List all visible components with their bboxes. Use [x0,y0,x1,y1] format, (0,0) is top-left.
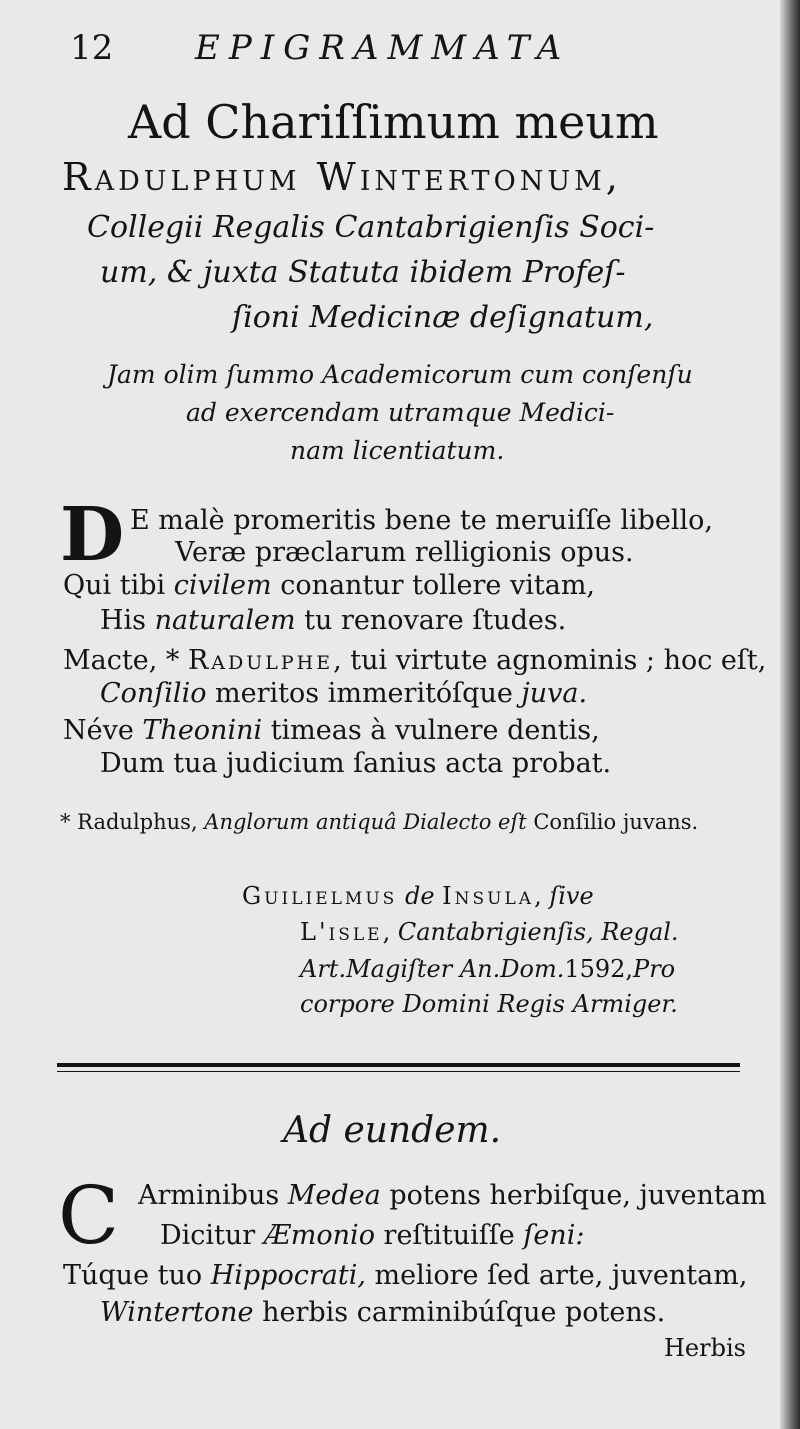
licence-line: ad exercendam utramque Medici- [186,398,615,427]
poem-line: Veræ præclarum relligionis opus. [175,537,634,568]
small-caps-text: L'isle [300,918,383,946]
page-edge [780,0,800,1429]
poem-line: Wintertone herbis carminibúſque potens. [100,1297,666,1328]
italic-text: Anglorum antiquâ Dialecto eſt [204,810,527,834]
poem-line: Qui tibi civilem conantur tollere vitam, [63,570,596,601]
small-caps-text: Insula [442,882,535,910]
italic-text: de [404,882,435,910]
dedication-title: Ad Chariſſimum meum [128,95,659,149]
italic-text: juva. [521,678,588,709]
italic-text: civilem [173,570,272,601]
italic-text: ſeni: [523,1220,585,1251]
section-divider [57,1063,740,1067]
page-number: 12 [70,28,114,68]
poem-line: Dum tua judicium ſanius acta probat. [100,748,612,779]
italic-text: Medea [287,1180,381,1211]
licence-line: nam licentiatum. [290,436,505,465]
dedication-line: Collegii Regalis Cantabrigienſis Soci- [87,210,655,245]
poem-line: Néve Theonini timeas à vulnere dentis, [63,715,600,746]
italic-text: Art.Magiſter An.Dom. [300,955,565,983]
signature-line: Guilielmus de Insula, ſive [242,882,594,910]
poem-line: Macte, * Radulphe, tui virtute agnominis ; hoc eſt, [63,645,767,676]
drop-cap-d: D [60,492,125,578]
licence-line: Jam olim ſummo Academicorum cum conſenſu [107,360,693,389]
italic-text: corpore Domini Regis Armiger. [300,990,678,1018]
signature-line: Art.Magiſter An.Dom.1592,Pro [300,955,676,983]
italic-text: Hippocrati, [210,1260,366,1291]
poem-line: His naturalem tu renovare ſtudes. [100,605,567,636]
italic-text: Theonini [142,715,263,746]
signature-line: L'isle, Cantabrigienſis, Regal. [300,918,679,946]
dedication-name: Radulphum Wintertonum, [62,155,622,199]
dedication-line: um, & juxta Statuta ibidem Profeſ- [100,255,626,290]
italic-text: Conſilio [100,678,207,709]
running-title: EPIGRAMMATA [195,28,571,68]
poem-line: Arminibus Medea potens herbiſque, juventam [138,1180,767,1211]
poem-line: Conſilio meritos immeritóſque juva. [100,678,588,709]
italic-text: Pro [633,955,676,983]
poem-line: E malè promeritis bene te meruiſſe libello, [130,505,714,536]
small-caps-text: Guilielmus [242,882,398,910]
italic-text: Wintertone [100,1297,254,1328]
section-divider-thin [57,1071,740,1072]
drop-cap-c: C [58,1169,120,1262]
poem-line: Dicitur Æmonio reſtituiſſe ſeni: [160,1220,585,1251]
footnote: * Radulphus, Anglorum antiquâ Dialecto eſt Conſilio juvans. [60,810,699,834]
italic-text: naturalem [154,605,296,636]
dedication-line: ſioni Medicinæ deſignatum, [232,300,654,335]
small-caps-text: Radulphe [187,645,334,676]
second-poem-title: Ad eundem. [283,1110,502,1151]
italic-text: Cantabrigienſis, Regal. [397,918,679,946]
italic-text: Æmonio [263,1220,375,1251]
poem-line: Túque tuo Hippocrati, meliore ſed arte, juventam, [63,1260,748,1291]
signature-line [300,990,678,1018]
catchword: Herbis [664,1334,746,1362]
italic-text: ſive [549,882,594,910]
